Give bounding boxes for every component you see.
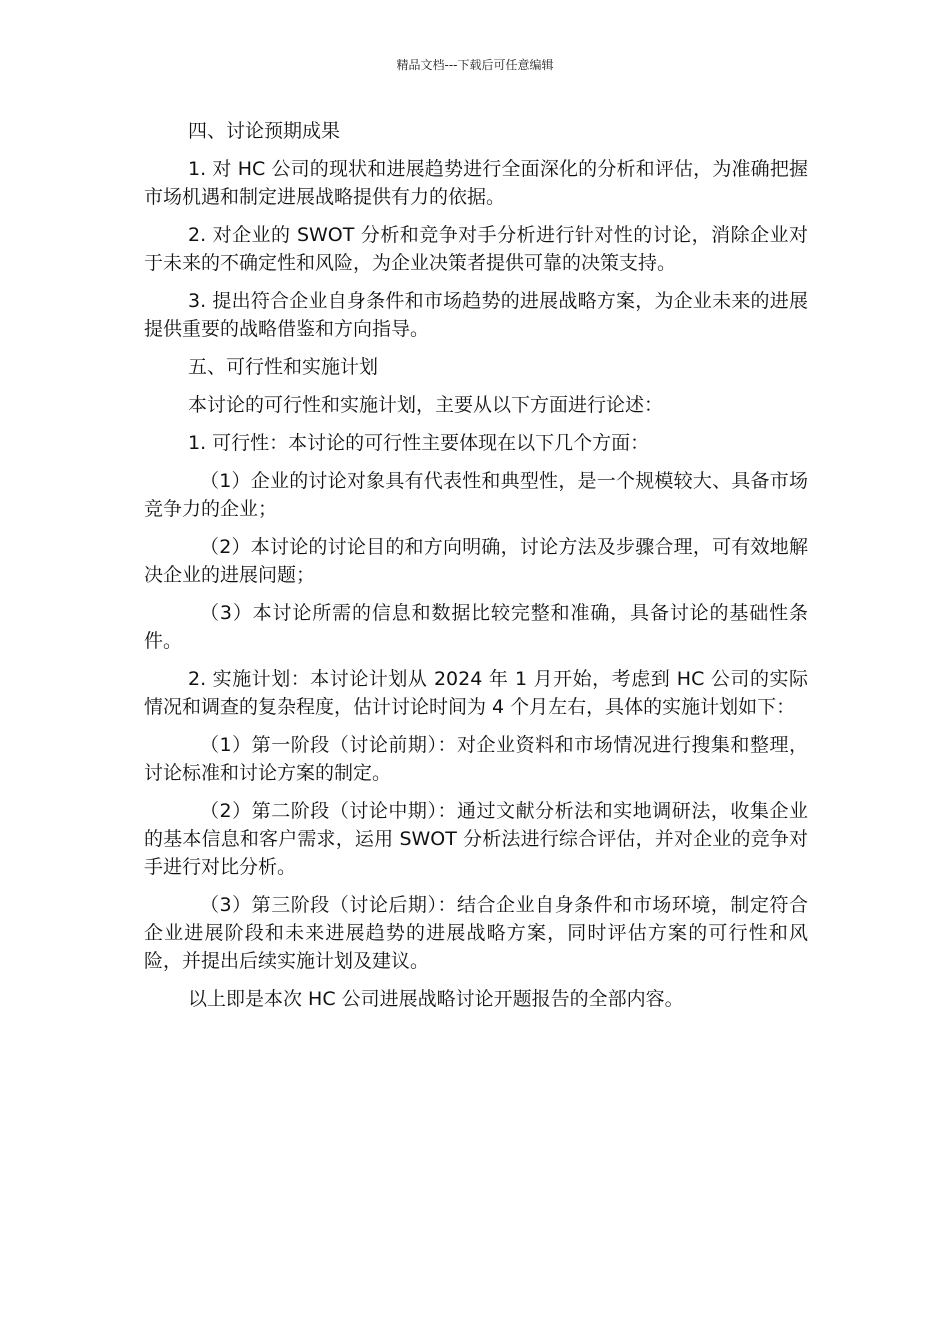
paragraph-result-1: 1. 对 HC 公司的现状和进展趋势进行全面深化的分析和评估，为准确把握市场机遇和制定进展战略提供有力的依据。: [144, 158, 808, 208]
paragraph-conclusion: 以上即是本次 HC 公司进展战略讨论开题报告的全部内容。: [188, 988, 684, 1010]
paragraph-plan-stage-3: （3）第三阶段（讨论后期）：结合企业自身条件和市场环境，制定符合企业进展阶段和未来进展趋势的进展战略方案，同时评估方案的可行性和风险，并提出后续实施计划及建议。: [144, 894, 808, 972]
paragraph-plan-stage-2: （2）第二阶段（讨论中期）：通过文献分析法和实地调研法，收集企业的基本信息和客户需求，运用 SWOT 分析法进行综合评估，并对企业的竞争对手进行对比分析。: [144, 800, 808, 878]
paragraph-implementation-plan: 2. 实施计划：本讨论计划从 2024 年 1 月开始，考虑到 HC 公司的实际情况和调查的复杂程度，估计讨论时间为 4 个月左右，具体的实施计划如下：: [144, 668, 808, 718]
document-body: [144, 117, 808, 1023]
paragraph-result-2: 2. 对企业的 SWOT 分析和竞争对手分析进行针对性的讨论，消除企业对于未来的不确定性和风险，为企业决策者提供可靠的决策支持。: [144, 224, 808, 274]
paragraph-feasibility-item-2: （2）本讨论的讨论目的和方向明确，讨论方法及步骤合理，可有效地解决企业的进展问题；: [144, 536, 808, 586]
paragraph-feasibility-item-3: （3）本讨论所需的信息和数据比较完整和准确，具备讨论的基础性条件。: [144, 602, 808, 652]
paragraph-plan-stage-1: （1）第一阶段（讨论前期）：对企业资料和市场情况进行搜集和整理，讨论标准和讨论方案的制定。: [144, 734, 808, 784]
paragraph-feasibility-heading: 1. 可行性：本讨论的可行性主要体现在以下几个方面：: [188, 432, 650, 454]
section-heading-expected-results: 四、讨论预期成果: [188, 120, 341, 142]
paragraph-result-3: 3. 提出符合企业自身条件和市场趋势的进展战略方案，为企业未来的进展提供重要的战略借鉴和方向指导。: [144, 290, 808, 340]
paragraph-feasibility-item-1: （1）企业的讨论对象具有代表性和典型性，是一个规模较大、具备市场竞争力的企业；: [144, 470, 808, 520]
page-header: 精品文档---下载后可任意编辑: [396, 58, 554, 72]
section-heading-feasibility: 五、可行性和实施计划: [188, 356, 379, 378]
paragraph-feasibility-intro: 本讨论的可行性和实施计划，主要从以下方面进行论述：: [188, 394, 664, 416]
